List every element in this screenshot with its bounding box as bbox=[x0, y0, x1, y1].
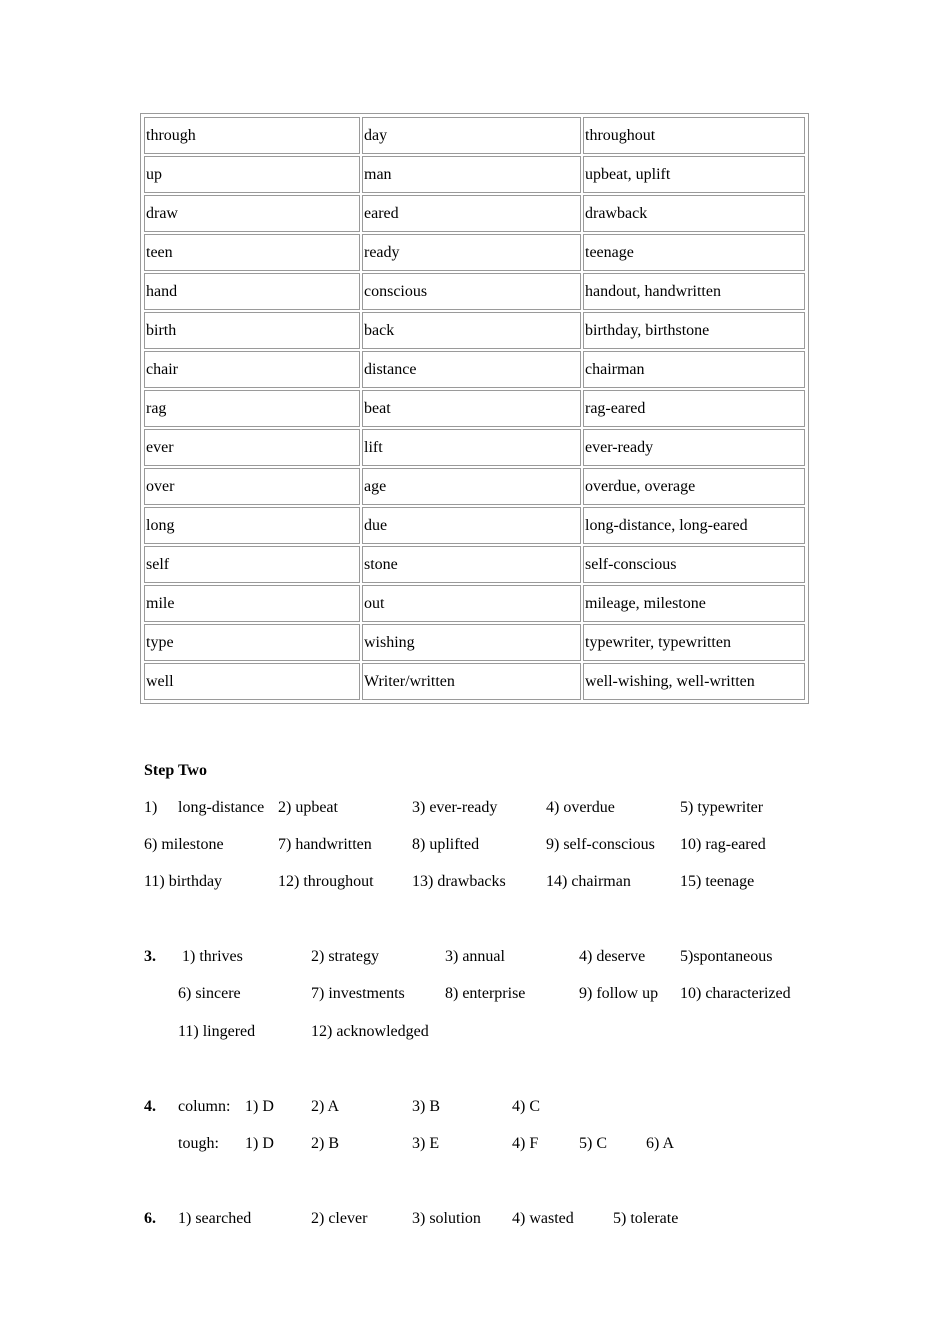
base-word-cell: through bbox=[144, 117, 360, 154]
table-row bbox=[144, 507, 805, 544]
exercise-3-item: 3) annual bbox=[445, 948, 505, 965]
exercise-3-item: 11) lingered bbox=[178, 1023, 256, 1040]
exercise-6-item: 5) tolerate bbox=[613, 1210, 679, 1227]
compound-word-cell: long-distance, long-eared bbox=[583, 507, 805, 544]
table-row bbox=[144, 195, 805, 232]
exercise-3-item: 4) deserve bbox=[579, 948, 646, 965]
exercise-6-item: 2) clever bbox=[311, 1210, 368, 1227]
suffix-word-cell: man bbox=[362, 156, 581, 193]
table-row bbox=[144, 117, 805, 154]
step-two-item: 11) birthday bbox=[144, 873, 223, 890]
compound-word-cell: ever-ready bbox=[583, 429, 805, 466]
table-row bbox=[144, 390, 805, 427]
base-word-cell: self bbox=[144, 546, 360, 583]
table-row bbox=[144, 546, 805, 583]
tough-item: 6) A bbox=[646, 1135, 674, 1152]
tough-label: tough: bbox=[178, 1135, 219, 1152]
base-word-cell: rag bbox=[144, 390, 360, 427]
base-word-cell: well bbox=[144, 663, 360, 700]
column-item: 1) D bbox=[245, 1098, 274, 1115]
base-word-cell: long bbox=[144, 507, 360, 544]
table-row bbox=[144, 234, 805, 271]
exercise-3-number: 3. bbox=[144, 948, 156, 965]
word-formation-table bbox=[140, 113, 809, 704]
step-two-item: 6) milestone bbox=[144, 836, 224, 853]
suffix-word-cell: beat bbox=[362, 390, 581, 427]
tough-item: 1) D bbox=[245, 1135, 274, 1152]
table-row bbox=[144, 663, 805, 700]
suffix-word-cell: stone bbox=[362, 546, 581, 583]
exercise-3-item: 1) thrives bbox=[182, 948, 243, 965]
exercise-3-item: 7) investments bbox=[311, 985, 405, 1002]
column-item: 3) B bbox=[412, 1098, 440, 1115]
table-row bbox=[144, 156, 805, 193]
step-two-item: 8) uplifted bbox=[412, 836, 480, 853]
compound-word-cell: overdue, overage bbox=[583, 468, 805, 505]
suffix-word-cell: lift bbox=[362, 429, 581, 466]
table-row bbox=[144, 312, 805, 349]
step-two-item: 10) rag-eared bbox=[680, 836, 766, 853]
exercise-6-item: 4) wasted bbox=[512, 1210, 574, 1227]
compound-word-cell: birthday, birthstone bbox=[583, 312, 805, 349]
compound-word-cell: handout, handwritten bbox=[583, 273, 805, 310]
suffix-word-cell: day bbox=[362, 117, 581, 154]
step-two-heading: Step Two bbox=[144, 762, 207, 779]
compound-word-cell: mileage, milestone bbox=[583, 585, 805, 622]
compound-word-cell: rag-eared bbox=[583, 390, 805, 427]
tough-item: 5) C bbox=[579, 1135, 607, 1152]
step-two-item: 15) teenage bbox=[680, 873, 755, 890]
step-two-item: 4) overdue bbox=[546, 799, 615, 816]
base-word-cell: teen bbox=[144, 234, 360, 271]
exercise-3-item: 10) characterized bbox=[680, 985, 791, 1002]
compound-word-cell: typewriter, typewritten bbox=[583, 624, 805, 661]
step-two-item: 1) bbox=[144, 799, 158, 816]
tough-item: 3) E bbox=[412, 1135, 440, 1152]
suffix-word-cell: Writer/written bbox=[362, 663, 581, 700]
table-row bbox=[144, 624, 805, 661]
compound-word-cell: chairman bbox=[583, 351, 805, 388]
suffix-word-cell: conscious bbox=[362, 273, 581, 310]
exercise-3-item: 5)spontaneous bbox=[680, 948, 773, 965]
table-row bbox=[144, 468, 805, 505]
suffix-word-cell: distance bbox=[362, 351, 581, 388]
column-label: column: bbox=[178, 1098, 231, 1115]
suffix-word-cell: age bbox=[362, 468, 581, 505]
tough-item: 4) F bbox=[512, 1135, 539, 1152]
compound-word-cell: upbeat, uplift bbox=[583, 156, 805, 193]
base-word-cell: draw bbox=[144, 195, 360, 232]
step-two-item: 9) self-conscious bbox=[546, 836, 655, 853]
suffix-word-cell: due bbox=[362, 507, 581, 544]
base-word-cell: birth bbox=[144, 312, 360, 349]
exercise-4-number: 4. bbox=[144, 1098, 156, 1115]
exercise-3-item: 9) follow up bbox=[579, 985, 659, 1002]
suffix-word-cell: eared bbox=[362, 195, 581, 232]
exercise-6-number: 6. bbox=[144, 1210, 156, 1227]
compound-word-cell: self-conscious bbox=[583, 546, 805, 583]
compound-word-cell: teenage bbox=[583, 234, 805, 271]
step-two-item: 3) ever-ready bbox=[412, 799, 498, 816]
step-two-item: long-distance bbox=[178, 799, 265, 816]
compound-word-cell: throughout bbox=[583, 117, 805, 154]
suffix-word-cell: out bbox=[362, 585, 581, 622]
column-item: 4) C bbox=[512, 1098, 540, 1115]
step-two-item: 7) handwritten bbox=[278, 836, 372, 853]
word-table bbox=[142, 115, 807, 702]
exercise-3-item: 6) sincere bbox=[178, 985, 241, 1002]
base-word-cell: chair bbox=[144, 351, 360, 388]
table-row bbox=[144, 585, 805, 622]
step-two-item: 13) drawbacks bbox=[412, 873, 506, 890]
table-row bbox=[144, 429, 805, 466]
compound-word-cell: drawback bbox=[583, 195, 805, 232]
base-word-cell: over bbox=[144, 468, 360, 505]
base-word-cell: ever bbox=[144, 429, 360, 466]
base-word-cell: up bbox=[144, 156, 360, 193]
suffix-word-cell: back bbox=[362, 312, 581, 349]
suffix-word-cell: wishing bbox=[362, 624, 581, 661]
table-row bbox=[144, 351, 805, 388]
step-two-item: 14) chairman bbox=[546, 873, 631, 890]
suffix-word-cell: ready bbox=[362, 234, 581, 271]
exercise-3-item: 8) enterprise bbox=[445, 985, 526, 1002]
exercise-6-item: 1) searched bbox=[178, 1210, 252, 1227]
step-two-item: 5) typewriter bbox=[680, 799, 764, 816]
step-two-item: 2) upbeat bbox=[278, 799, 338, 816]
exercise-3-item: 12) acknowledged bbox=[311, 1023, 429, 1040]
exercise-3-item: 2) strategy bbox=[311, 948, 379, 965]
column-item: 2) A bbox=[311, 1098, 339, 1115]
step-two-item: 12) throughout bbox=[278, 873, 374, 890]
exercise-6-item: 3) solution bbox=[412, 1210, 481, 1227]
base-word-cell: hand bbox=[144, 273, 360, 310]
base-word-cell: type bbox=[144, 624, 360, 661]
base-word-cell: mile bbox=[144, 585, 360, 622]
tough-item: 2) B bbox=[311, 1135, 339, 1152]
compound-word-cell: well-wishing, well-written bbox=[583, 663, 805, 700]
table-row bbox=[144, 273, 805, 310]
